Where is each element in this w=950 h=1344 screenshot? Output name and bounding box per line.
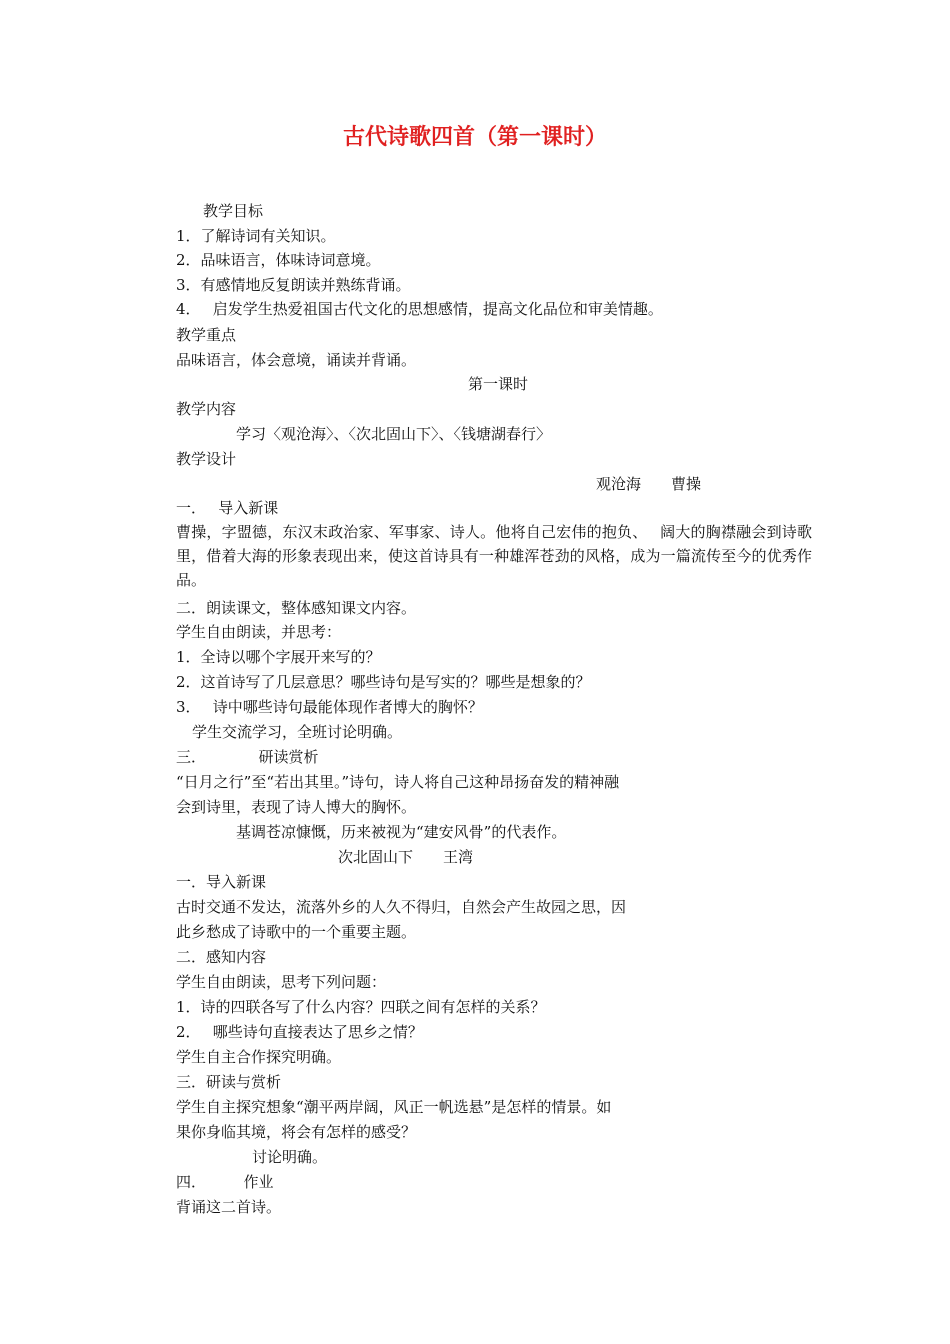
note-text: 讨论明确。	[252, 1148, 328, 1166]
section-heading: 四． 作业	[176, 1173, 274, 1191]
analysis-text: “日月之行”至“若出其里。”诗句，诗人将自己这种昂扬奋发的精神融	[176, 773, 620, 791]
section-heading: 一．导入新课	[176, 873, 267, 891]
intro-paragraph: 曹操，字盟德，东汉末政治家、军事家、诗人。他将自己宏伟的抱负、 阔大的胸襟融会到诗歌里，借着大海的形象表现出来，使这首诗具有一种雄浑苍劲的风格，成为一篇流传至今的优秀作品。	[176, 523, 812, 589]
analysis-text: 果你身临其境，将会有怎样的感受？	[176, 1123, 417, 1141]
question-item: 3． 诗中哪些诗句最能体现作者博大的胸怀？	[176, 698, 483, 716]
objective-item: 1．了解诗词有关知识。	[176, 227, 336, 245]
section-heading: 二．朗读课文，整体感知课文内容。	[176, 599, 417, 617]
lesson-label: 第一课时	[468, 375, 529, 393]
question-item: 2．这首诗写了几层意思？哪些诗句是写实的？哪些是想象的？	[176, 673, 591, 691]
analysis-text: 基调苍凉慷慨，历来被视为“建安风骨”的代表作。	[236, 823, 567, 841]
content-heading: 教学内容	[176, 400, 237, 418]
section-heading: 一． 导入新课	[176, 499, 279, 517]
analysis-text: 学生自主探究想象“潮平两岸阔，风正一帆选悬”是怎样的情景。如	[176, 1098, 612, 1116]
section-heading: 三． 研读赏析	[176, 748, 319, 766]
key-points-heading: 教学重点	[176, 326, 237, 344]
content-text: 学习〈观沧海〉、〈次北固山下〉、〈钱塘湖春行〉	[236, 425, 552, 443]
question-item: 1．诗的四联各写了什么内容？四联之间有怎样的关系？	[176, 998, 546, 1016]
intro-text: 此乡愁成了诗歌中的一个重要主题。	[176, 923, 417, 941]
poem-title-line: 观沧海 曹操	[596, 475, 702, 493]
section-heading: 二．感知内容	[176, 948, 267, 966]
objective-item: 2．品味语言，体味诗词意境。	[176, 251, 381, 269]
prompt-text: 学生自由朗读，思考下列问题：	[176, 973, 387, 991]
homework-text: 背诵这二首诗。	[176, 1198, 282, 1216]
objective-item: 4． 启发学生热爱祖国古代文化的思想感情，提高文化品位和审美情趣。	[176, 300, 663, 318]
objective-item: 3．有感情地反复朗读并熟练背诵。	[176, 276, 411, 294]
question-item: 1．全诗以哪个字展开来写的？	[176, 648, 381, 666]
analysis-text: 会到诗里，表现了诗人博大的胸怀。	[176, 798, 417, 816]
poem-title-line: 次北固山下 王湾	[338, 848, 474, 866]
objectives-heading: 教学目标	[203, 202, 264, 220]
question-item: 2． 哪些诗句直接表达了思乡之情？	[176, 1023, 423, 1041]
key-points-text: 品味语言，体会意境，诵读并背诵。	[176, 351, 417, 369]
note-text: 学生交流学习，全班讨论明确。	[192, 723, 403, 741]
design-heading: 教学设计	[176, 450, 237, 468]
note-text: 学生自主合作探究明确。	[176, 1048, 342, 1066]
section-heading: 三．研读与赏析	[176, 1073, 282, 1091]
prompt-text: 学生自由朗读，并思考：	[176, 623, 342, 641]
intro-text: 古时交通不发达，流落外乡的人久不得归，自然会产生故园之思，因	[176, 898, 627, 916]
document-title: 古代诗歌四首（第一课时）	[342, 125, 607, 150]
